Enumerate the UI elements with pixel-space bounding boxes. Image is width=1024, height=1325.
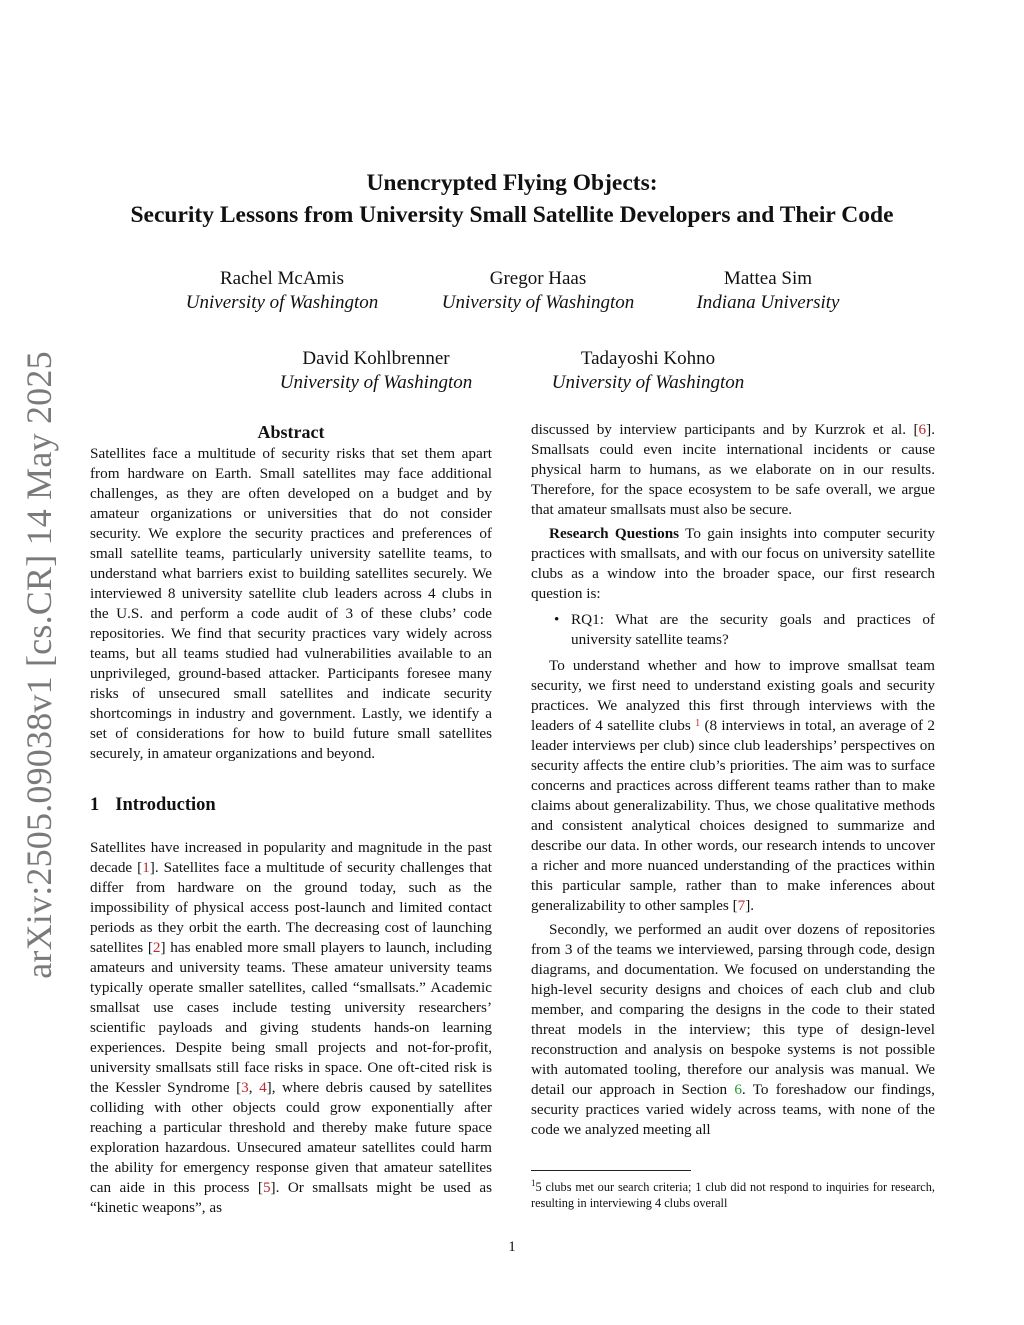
author-name: Gregor Haas xyxy=(489,268,587,289)
author-affiliation: University of Washington xyxy=(551,372,745,393)
text-run: ]. xyxy=(745,897,755,914)
author-name: Rachel McAmis xyxy=(219,268,344,289)
text-run: Satellites have increased in popularity and magnitude in the past decade [ xyxy=(90,839,492,876)
footnote-marker[interactable]: 1 xyxy=(695,718,701,729)
text-run: (8 interviews in total, an average of 2 leader interviews per club) since club leaderships’ perspectives on security affects the entire club’s priorities. The aim was to surface concerns and practices across different teams rather than to make claims about generalizability. Thus, we chose qualitative methods and consistent analytical choices designed to summarize and describe our data. In other words, our research intends to uncover a richer and more nuanced understanding of the practices within this particular sample, rather than to make inferences about generalizability to other samples [ xyxy=(531,717,935,914)
title-line-2: Security Lessons from University Small Satellite Developers and Their Code xyxy=(130,202,894,228)
research-question-list xyxy=(531,610,935,650)
abstract-heading: Abstract xyxy=(257,422,325,442)
citation-link[interactable]: 7 xyxy=(737,897,746,914)
section-number: 1 xyxy=(90,795,100,815)
text-run: , xyxy=(248,1079,260,1096)
text-run: ], where debris caused by satellites colliding with other objects could grow exponentially after reaching a particular threshold and thereby make future space exploration hazardous. Unsecured amateur satellites could harm the ability for emergency response given that amateur satellites can aide in this process [ xyxy=(90,1079,492,1196)
footnote-text: 5 clubs met our search criteria; 1 club did not respond to inquiries for research, resulting in interviewing 4 clubs overall xyxy=(531,1180,935,1211)
text-run: discussed by interview participants and by Kurzrok et al. [ xyxy=(531,421,919,438)
author-name: David Kohlbrenner xyxy=(302,348,450,369)
citation-link[interactable]: 6 xyxy=(918,421,927,438)
footnote-number: 1 xyxy=(531,1178,536,1188)
section-title: Introduction xyxy=(115,795,216,815)
arxiv-stamp-text: arXiv:2505.09038v1 [cs.CR] 14 May 2025 xyxy=(19,351,59,979)
author-affiliation: University of Washington xyxy=(279,372,473,393)
citation-link[interactable]: 5 xyxy=(262,1179,271,1196)
intro-paragraph-4 xyxy=(531,920,935,1140)
author-1 xyxy=(182,267,382,315)
citation-link[interactable]: 2 xyxy=(152,939,161,956)
author-4 xyxy=(275,347,477,395)
section-link[interactable]: 6 xyxy=(734,1081,742,1098)
research-questions-heading: Research Questions xyxy=(549,525,680,542)
author-affiliation: University of Washington xyxy=(441,292,635,313)
text-run: Secondly, we performed an audit over dozens of repositories from 3 of the teams we interviewed, parsing through code, design diagrams, and documentation. We focused on understanding the high-level security designs and choices of each club and club member, and comparing the designs in the code to their stated threat models in the interview; this type of design-level reconstruction and analysis on bespoke systems is not possible with automated tooling, therefore our analysis was manual. We detail our approach in Section xyxy=(531,921,935,1098)
text-run: . To foreshadow our findings, security practices varied widely across teams, with none of the code we analyzed meeting all xyxy=(531,1081,935,1138)
paper-title xyxy=(90,167,934,231)
section-heading-introduction xyxy=(90,794,492,816)
citation-link[interactable]: 1 xyxy=(142,859,150,876)
author-name: Tadayoshi Kohno xyxy=(580,348,716,369)
intro-paragraph-1 xyxy=(90,838,492,1218)
author-name: Mattea Sim xyxy=(723,268,813,289)
left-column xyxy=(90,420,492,1218)
abstract-text: Satellites face a multitude of security risks that set them apart from hardware on Earth. Small satellites may face additional challenges, as they are often developed on a budget and by amateur organizations or universities that do not consider security. We explore the security practices and preferences of small satellite teams, particularly university satellite teams, to understand what barriers exist to building satellites securely. We interviewed 8 university satellite club leaders across 4 clubs in the U.S. and perform a code audit of 3 of these clubs’ code repositories. We find that security practices vary widely across teams, but all teams studied had vulnerabilities available to an unprivileged, ground-based attacker. Participants foresee many risks of unsecured small satellites and indicate security shortcomings in industry and government. Lastly, we identify a set of considerations for how to build future small satellites securely, in amateur organizations and beyond. xyxy=(90,445,492,762)
text-run: To gain insights into computer security practices with smallsats, and with our focus on university satellite clubs as a window into the broader space, our first research question is: xyxy=(531,525,935,602)
author-2 xyxy=(437,267,639,315)
right-column xyxy=(531,420,935,1140)
citation-link[interactable]: 3 xyxy=(241,1079,249,1096)
author-3 xyxy=(692,267,844,315)
text-run: To understand whether and how to improve smallsat team security, we first need to understand existing goals and security practices. We analyzed this first through interviews with the leaders of 4 satellite clubs xyxy=(531,657,935,734)
author-affiliation: University of Washington xyxy=(185,292,379,313)
author-5 xyxy=(547,347,749,395)
research-question-item: • RQ1: What are the security goals and practices of university satellite teams? xyxy=(571,610,935,650)
footnote xyxy=(531,1175,935,1211)
intro-paragraph-1-continued xyxy=(531,420,935,520)
page-number: 1 xyxy=(508,1239,516,1255)
footnote-divider xyxy=(531,1170,691,1171)
text-run: ]. Smallsats could even incite international incidents or cause physical harm to humans, as we elaborate on in our results. Therefore, for the space ecosystem to be safe overall, we argue that amateur smallsats must also be secure. xyxy=(531,421,935,518)
author-affiliation: Indiana University xyxy=(696,292,840,313)
text-run: ]. Satellites face a multitude of security challenges that differ from hardware on the ground today, such as the impossibility of physical access post-launch and limited contact periods as they orbit the earth. The decreasing cost of launching satellites [ xyxy=(90,859,492,956)
arxiv-stamp xyxy=(14,351,64,979)
citation-link[interactable]: 4 xyxy=(259,1079,267,1096)
text-run: ]. Or smallsats might be used as “kinetic weapons”, as xyxy=(90,1179,492,1216)
research-questions-paragraph xyxy=(531,524,935,604)
text-run: ] has enabled more small players to launch, including amateurs and university teams. These amateur university teams typically operate smaller satellites, called “smallsats.” Academic smallsat use cases include testing university researchers’ scientific payloads and giving students hands-on learning experiences. Despite being small projects and not-for-profit, university smallsats still face risks in space. One oft-cited risk is the Kessler Syndrome [ xyxy=(90,939,492,1096)
intro-paragraph-3 xyxy=(531,656,935,916)
title-line-1: Unencrypted Flying Objects: xyxy=(366,170,658,196)
